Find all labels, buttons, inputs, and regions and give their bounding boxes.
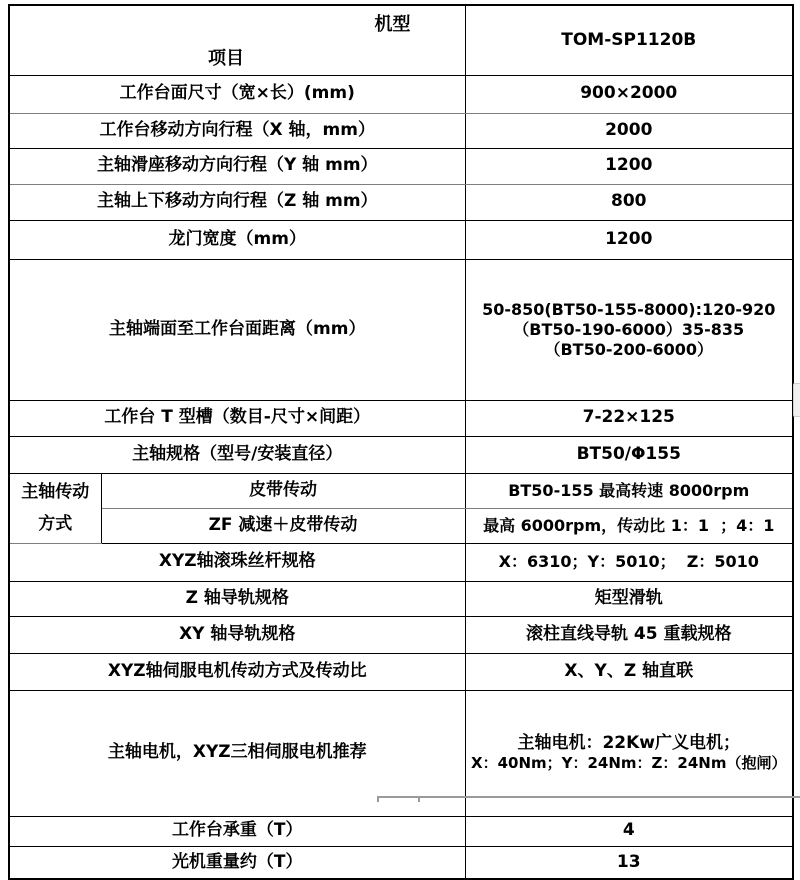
row-label: 龙门宽度（mm） — [9, 220, 465, 259]
value-line: 50-850(BT50-155-8000):120-920 — [482, 299, 776, 319]
row-value: X：6310；Y：5010； Z：5010 — [465, 543, 793, 581]
table-row — [9, 543, 793, 581]
table-row — [9, 846, 793, 879]
partial-cell-divider — [418, 798, 420, 802]
row-value — [465, 259, 793, 400]
row-value: 矩型滑轨 — [465, 581, 793, 616]
row-value: 1200 — [465, 148, 793, 184]
row-value: 7-22×125 — [465, 400, 793, 436]
table-row — [9, 184, 793, 220]
row-value: 1200 — [465, 220, 793, 259]
row-label: 光机重量约（T） — [9, 846, 465, 879]
row-label: XY 轴导轨规格 — [9, 616, 465, 653]
table-row — [9, 220, 793, 259]
header-model-value: TOM-SP1120B — [465, 5, 793, 75]
table-row — [9, 653, 793, 690]
table-row — [9, 616, 793, 653]
row-value: 4 — [465, 816, 793, 846]
row-label: 工作台 T 型槽（数目-尺寸×间距） — [9, 400, 465, 436]
table-row — [9, 75, 793, 113]
value-line: X：40Nm；Y：24Nm：Z：24Nm（抱闸） — [471, 754, 787, 773]
row-label: 主轴规格（型号/安装直径） — [9, 436, 465, 473]
row-label: 主轴上下移动方向行程（Z 轴 mm） — [9, 184, 465, 220]
table-row — [9, 508, 793, 543]
row-label: XYZ轴滚珠丝杆规格 — [9, 543, 465, 581]
row-label: Z 轴导轨规格 — [9, 581, 465, 616]
value-line: （BT50-190-6000）35-835 — [513, 319, 745, 339]
row-value: BT50-155 最高转速 8000rpm — [465, 473, 793, 508]
table-row — [9, 581, 793, 616]
row-value: BT50/Φ155 — [465, 436, 793, 473]
row-value: 2000 — [465, 113, 793, 148]
row-label: XYZ轴伺服电机传动方式及传动比 — [9, 653, 465, 690]
row-value: 最高 6000rpm，传动比 1：1 ；4：1 — [465, 508, 793, 543]
value-line: 主轴电机：22Kw广义电机； — [517, 733, 741, 753]
header-item-label: 项目 — [208, 47, 244, 69]
header-model-label: 机型 — [374, 14, 411, 35]
scrollbar-thumb-fragment[interactable] — [793, 383, 800, 417]
partial-cell-divider — [377, 798, 379, 802]
spindle-drive-group-cell — [9, 473, 101, 543]
table-row — [9, 148, 793, 184]
row-label: 工作台移动方向行程（X 轴，mm） — [9, 113, 465, 148]
table-header-row — [9, 5, 793, 75]
row-value: X、Y、Z 轴直联 — [465, 653, 793, 690]
group-label-line: 方式 — [38, 514, 73, 534]
group-label-line: 主轴传动 — [21, 482, 90, 502]
row-label: 皮带传动 — [101, 473, 465, 508]
row-label: 主轴滑座移动方向行程（Y 轴 mm） — [9, 148, 465, 184]
row-value: 800 — [465, 184, 793, 220]
table-row — [9, 400, 793, 436]
header-corner-cell — [9, 5, 465, 75]
row-label: 主轴端面至工作台面距离（mm） — [9, 259, 465, 400]
row-value: 900×2000 — [465, 75, 793, 113]
table-row — [9, 436, 793, 473]
partial-table-bottom-edge — [377, 796, 800, 802]
table-row — [9, 259, 793, 400]
table-row — [9, 113, 793, 148]
row-label: 工作台面尺寸（宽×长）(mm) — [9, 75, 465, 113]
row-label: 工作台承重（T） — [9, 816, 465, 846]
row-value: 13 — [465, 846, 793, 879]
value-line: （BT50-200-6000） — [544, 339, 714, 359]
row-label: 主轴电机，XYZ三相伺服电机推荐 — [9, 690, 465, 816]
row-label: ZF 减速＋皮带传动 — [101, 508, 465, 543]
row-value: 滚柱直线导轨 45 重载规格 — [465, 616, 793, 653]
table-row — [9, 473, 793, 508]
spec-table — [8, 4, 794, 880]
table-row — [9, 816, 793, 846]
